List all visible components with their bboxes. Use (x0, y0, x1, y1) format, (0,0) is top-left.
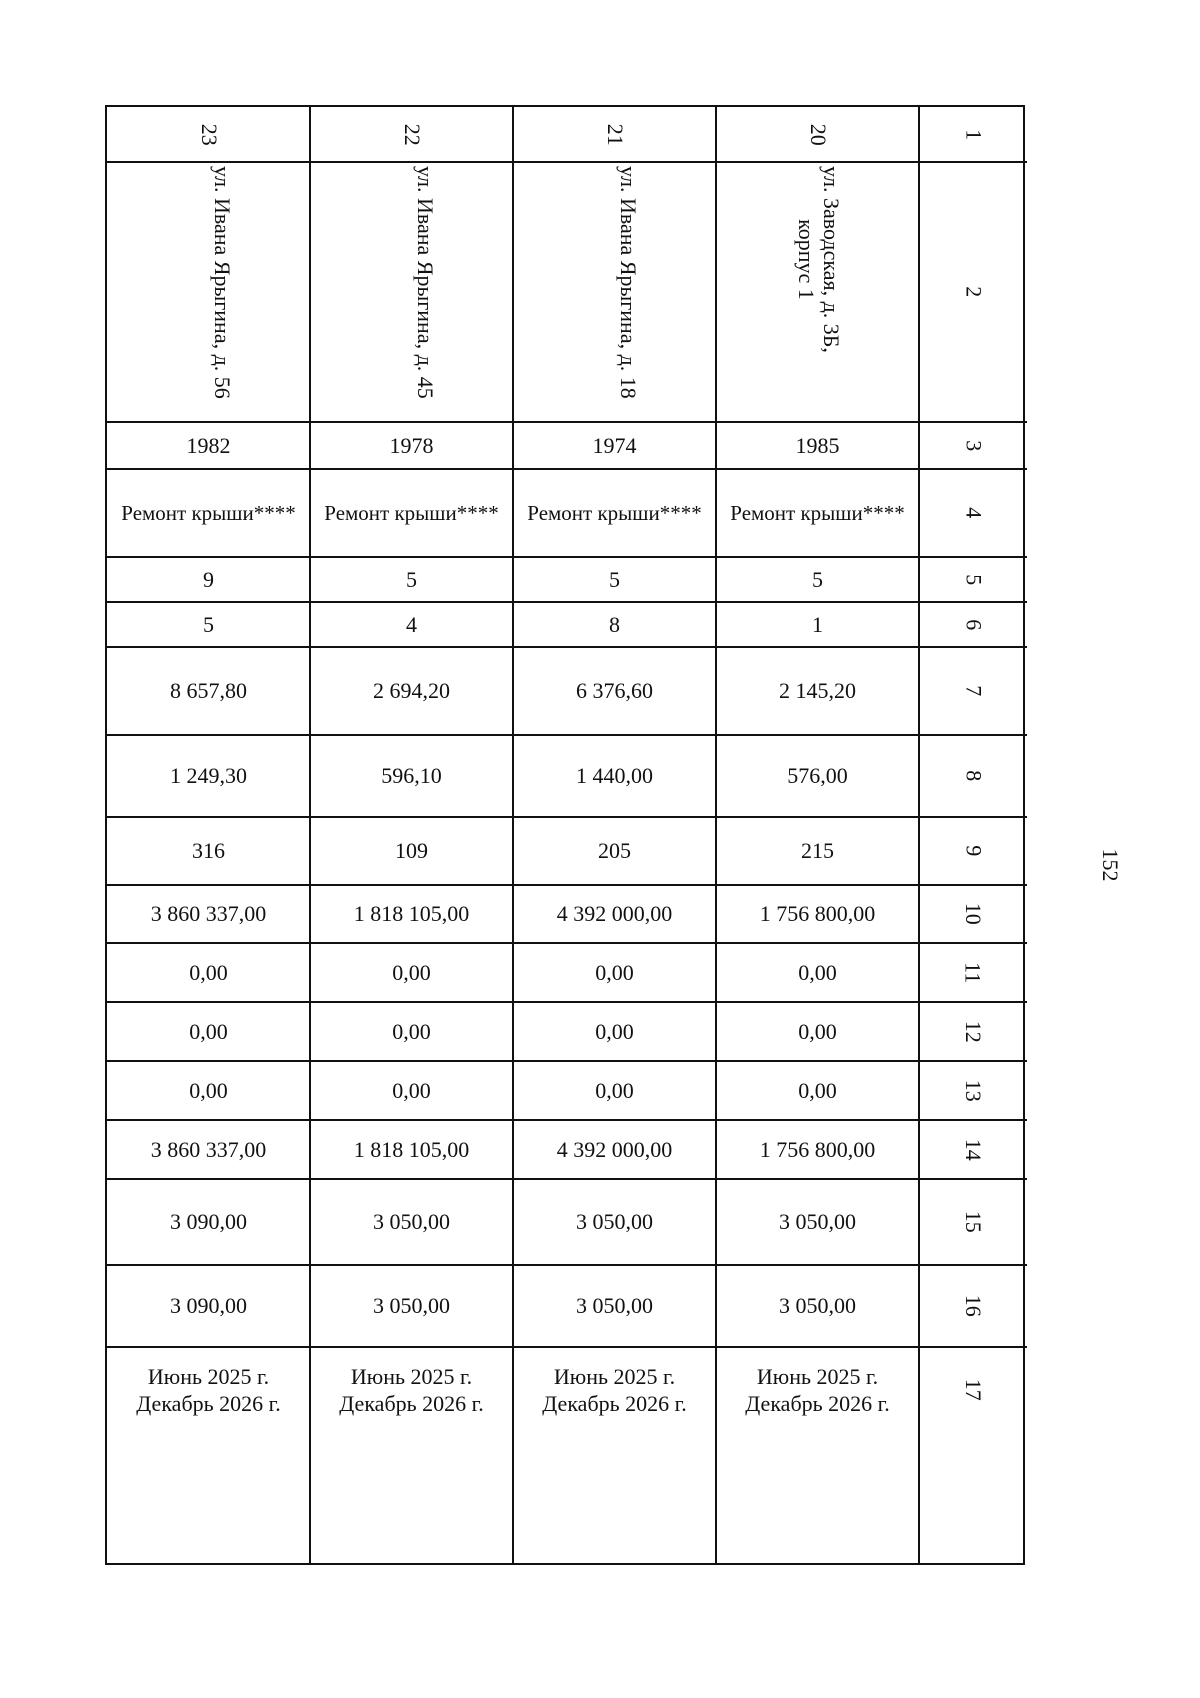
table-cell (513, 943, 716, 1002)
table-cell (107, 602, 310, 647)
cell-value: 2 694,20 (373, 678, 450, 704)
period-line: Декабрь 2026 г. (136, 1391, 281, 1416)
table-cell (310, 647, 513, 735)
row-number: 20 (805, 123, 831, 146)
column-number-6 (919, 602, 1027, 647)
column-number-5 (919, 557, 1027, 602)
cell-value: 8 (609, 611, 620, 637)
column-number-label: 3 (960, 440, 986, 451)
table-cell (107, 1061, 310, 1120)
table-cell (716, 1002, 919, 1061)
column-number-label: 2 (960, 286, 986, 298)
table-cell (310, 885, 513, 943)
cell-value: 0,00 (392, 1018, 431, 1044)
row-number: 22 (399, 123, 425, 146)
work-period (745, 1363, 889, 1418)
address-text (412, 166, 437, 399)
table-cell (310, 1265, 513, 1347)
column-number-label: 13 (960, 1079, 986, 1102)
cell-value: 1 249,30 (170, 763, 247, 789)
column-number-8 (919, 735, 1027, 817)
table-cell (716, 1179, 919, 1265)
cell-value: 0,00 (392, 959, 431, 985)
table-cell (716, 735, 919, 817)
cell-value: 5 (812, 566, 823, 592)
table-cell (513, 1120, 716, 1179)
column-number-label: 11 (960, 961, 986, 984)
column-number-label: 8 (960, 770, 986, 782)
table-cell (107, 647, 310, 735)
row-number: 23 (196, 123, 222, 146)
column-number-13 (919, 1061, 1027, 1120)
table-cell (513, 1061, 716, 1120)
table-cell (513, 469, 716, 557)
work-period (339, 1363, 483, 1418)
table-cell (513, 422, 716, 469)
cell-value: 0,00 (189, 1018, 228, 1044)
table-cell (310, 1179, 513, 1265)
cell-value: 3 860 337,00 (150, 1136, 267, 1162)
cell-value: 1978 (389, 432, 434, 458)
table-cell (716, 885, 919, 943)
cell-value: 3 050,00 (373, 1293, 450, 1319)
period-line: Декабрь 2026 г. (542, 1391, 687, 1416)
column-number-label: 16 (960, 1295, 986, 1317)
column-number-label: 9 (960, 845, 986, 857)
table-cell (107, 1179, 310, 1265)
cell-value: 3 860 337,00 (150, 901, 267, 927)
table-cell (310, 557, 513, 602)
period-line: Июнь 2025 г. (553, 1363, 676, 1389)
cell-value: 576,00 (787, 763, 848, 789)
table-cell (310, 817, 513, 885)
cell-value: 3 050,00 (373, 1209, 450, 1235)
table-cell (716, 1347, 919, 1433)
period-line: Декабрь 2026 г. (745, 1391, 890, 1416)
table-cell (310, 1002, 513, 1061)
cell-value: 9 (203, 566, 214, 592)
page-number: 152 (1098, 848, 1123, 882)
table-cell (310, 107, 513, 162)
address-line: ул. Ивана Ярыгина, д. 18 (615, 166, 641, 399)
cell-value: 1 756 800,00 (759, 901, 876, 927)
table-cell (310, 943, 513, 1002)
column-number-label: 4 (960, 507, 986, 519)
column-number-10 (919, 885, 1027, 943)
table-cell (513, 647, 716, 735)
period-line: Декабрь 2026 г. (339, 1391, 484, 1416)
period-line: Июнь 2025 г. (147, 1363, 270, 1389)
table-cell (716, 162, 919, 422)
column-number-label: 17 (960, 1379, 986, 1401)
column-number-12 (919, 1002, 1027, 1061)
table-cell (513, 817, 716, 885)
table-cell (513, 1002, 716, 1061)
table-cell (107, 557, 310, 602)
cell-value: 5 (203, 611, 214, 637)
cell-value: 1 440,00 (576, 763, 653, 789)
column-number-15 (919, 1179, 1027, 1265)
row-number: 21 (602, 123, 628, 146)
cell-value: 3 090,00 (170, 1209, 247, 1235)
table-cell (716, 817, 919, 885)
table-cell (513, 1179, 716, 1265)
period-line: Июнь 2025 г. (756, 1363, 879, 1389)
table-cell (107, 162, 310, 422)
cell-value: 205 (598, 838, 631, 864)
table-cell (107, 1347, 310, 1433)
cell-value: 0,00 (595, 959, 634, 985)
column-number-label: 14 (960, 1138, 986, 1161)
cell-value: 3 050,00 (779, 1209, 856, 1235)
column-number-2 (919, 162, 1027, 422)
table-cell (716, 943, 919, 1002)
work-period (136, 1363, 280, 1418)
cell-value: 0,00 (595, 1018, 634, 1044)
column-number-17 (919, 1347, 1027, 1433)
cell-value: 0,00 (189, 1077, 228, 1103)
cell-value: 1 818 105,00 (353, 901, 470, 927)
address-line: ул. Заводская, д. 3Б, (818, 166, 844, 353)
table-cell (107, 943, 310, 1002)
column-number-label: 1 (960, 129, 986, 140)
address-text (793, 166, 844, 353)
table-cell (107, 885, 310, 943)
table-cell (513, 1265, 716, 1347)
table-cell (716, 107, 919, 162)
cell-value: 316 (192, 838, 225, 864)
cell-value: 215 (801, 838, 834, 864)
cell-value: 3 090,00 (170, 1293, 247, 1319)
cell-value: 0,00 (595, 1077, 634, 1103)
table-cell (107, 1002, 310, 1061)
table-cell (716, 557, 919, 602)
cell-value: 1974 (592, 432, 637, 458)
address-text (209, 166, 234, 399)
cell-value: 4 (406, 611, 417, 637)
table-cell (716, 647, 919, 735)
table-cell (513, 735, 716, 817)
column-number-label: 5 (960, 574, 986, 585)
cell-value: 5 (609, 566, 620, 592)
address-text (615, 166, 640, 399)
cell-value: 0,00 (392, 1077, 431, 1103)
cell-value: 3 050,00 (576, 1293, 653, 1319)
column-number-label: 6 (960, 619, 986, 630)
table-cell (310, 469, 513, 557)
table-cell (513, 107, 716, 162)
cell-value: 1 818 105,00 (353, 1136, 470, 1162)
table-cell (513, 1347, 716, 1433)
table-cell (716, 1061, 919, 1120)
cell-value: 0,00 (798, 1077, 837, 1103)
cell-value: 0,00 (798, 959, 837, 985)
column-number-3 (919, 422, 1027, 469)
cell-value: 4 392 000,00 (556, 1136, 673, 1162)
column-number-14 (919, 1120, 1027, 1179)
cell-value: 3 050,00 (576, 1209, 653, 1235)
column-number-9 (919, 817, 1027, 885)
cell-value: 2 145,20 (779, 678, 856, 704)
column-number-4 (919, 469, 1027, 557)
table-cell (107, 422, 310, 469)
cell-value: 3 050,00 (779, 1293, 856, 1319)
table-cell (310, 1061, 513, 1120)
work-period (542, 1363, 686, 1418)
column-number-label: 7 (960, 685, 986, 697)
table-cell (107, 1120, 310, 1179)
address-line: корпус 1 (793, 219, 819, 300)
table-cell (107, 735, 310, 817)
column-number-1 (919, 107, 1027, 162)
table-cell (716, 602, 919, 647)
work-type: Ремонт крыши**** (121, 500, 296, 525)
table-cell (513, 557, 716, 602)
table-cell (310, 602, 513, 647)
work-type: Ремонт крыши**** (324, 500, 499, 525)
table-cell (513, 885, 716, 943)
address-line: ул. Ивана Ярыгина, д. 45 (412, 166, 438, 399)
column-number-11 (919, 943, 1027, 1002)
column-number-16 (919, 1265, 1027, 1347)
table-cell (107, 107, 310, 162)
table-cell (107, 1265, 310, 1347)
cell-value: 1985 (795, 432, 840, 458)
cell-value: 1 756 800,00 (759, 1136, 876, 1162)
table-cell (716, 422, 919, 469)
work-type: Ремонт крыши**** (527, 500, 702, 525)
repair-schedule-table (105, 105, 1025, 1565)
table-cell (716, 469, 919, 557)
cell-value: 1982 (186, 432, 231, 458)
table-cell (310, 422, 513, 469)
cell-value: 4 392 000,00 (556, 901, 673, 927)
address-line: ул. Ивана Ярыгина, д. 56 (209, 166, 235, 399)
cell-value: 109 (395, 838, 428, 864)
period-line: Июнь 2025 г. (350, 1363, 473, 1389)
work-type: Ремонт крыши**** (730, 500, 905, 525)
cell-value: 1 (812, 611, 823, 637)
cell-value: 8 657,80 (170, 678, 247, 704)
table-cell (513, 602, 716, 647)
column-number-label: 15 (960, 1211, 986, 1233)
cell-value: 0,00 (189, 959, 228, 985)
table-cell (107, 469, 310, 557)
table-cell (513, 162, 716, 422)
column-number-label: 12 (960, 1020, 986, 1043)
table-cell (716, 1265, 919, 1347)
column-number-7 (919, 647, 1027, 735)
table-cell (310, 1347, 513, 1433)
table-cell (107, 817, 310, 885)
table-cell (310, 1120, 513, 1179)
table-cell (310, 162, 513, 422)
column-number-label: 10 (960, 903, 986, 925)
table-cell (310, 735, 513, 817)
cell-value: 596,10 (381, 763, 442, 789)
cell-value: 6 376,60 (576, 678, 653, 704)
cell-value: 0,00 (798, 1018, 837, 1044)
cell-value: 5 (406, 566, 417, 592)
table-cell (716, 1120, 919, 1179)
